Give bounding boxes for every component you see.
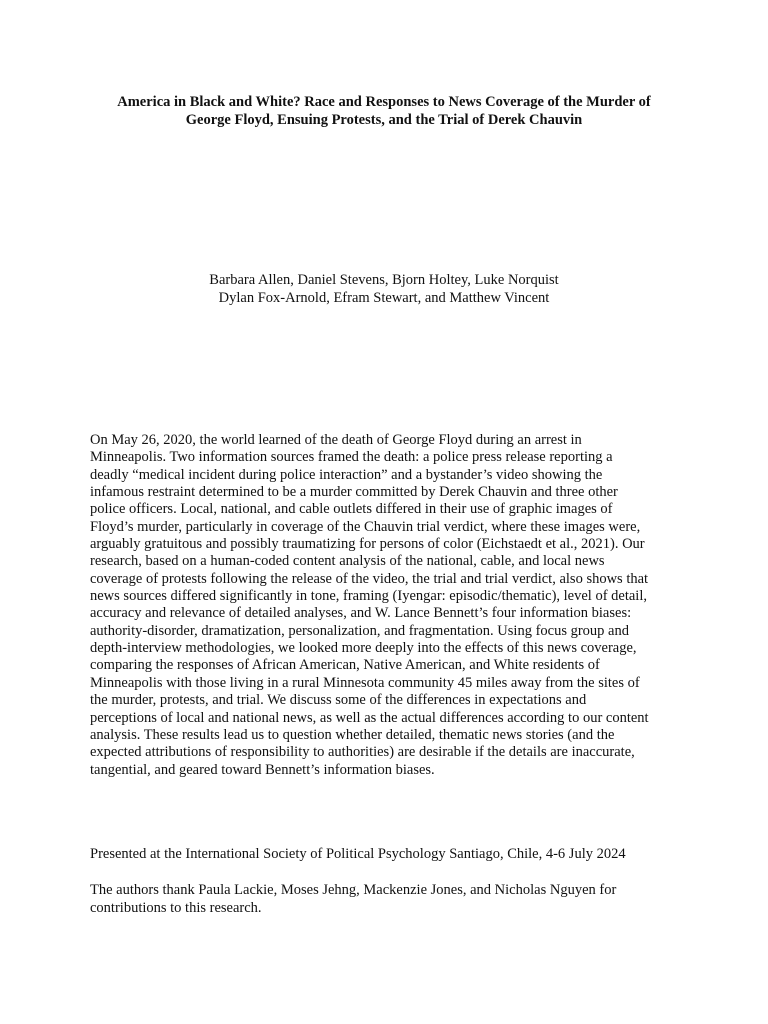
abstract-line: news sources differed significantly in tone, framing (Iyengar: episodic/thematic), level of detail, <box>90 588 647 605</box>
abstract-line: tangential, and geared toward Bennett’s information biases. <box>90 761 435 778</box>
abstract-line: authority-disorder, dramatization, personalization, and fragmentation. Using focus group and <box>90 622 629 639</box>
abstract-line: the murder, protests, and trial. We discuss some of the differences in expectations and <box>90 692 587 709</box>
title-line: George Floyd, Ensuing Protests, and the Trial of Derek Chauvin <box>185 112 583 128</box>
abstract-line: Minneapolis. Two information sources framed the death: a police press release reporting a <box>90 449 613 466</box>
abstract-line: arguably gratuitous and possibly traumatizing for persons of color (Eichstaedt et al., 2021). Our <box>90 536 645 553</box>
abstract-line: Minneapolis with those living in a rural Minnesota community 45 miles away from the sites of <box>90 674 640 691</box>
abstract-line: coverage of protests following the release of the video, the trial and trial verdict, also shows that <box>90 570 649 587</box>
abstract-line: Floyd’s murder, particularly in coverage of the Chauvin trial verdict, where these images were, <box>90 518 641 535</box>
abstract-line: police officers. Local, national, and cable outlets differed in their use of graphic images of <box>90 501 613 518</box>
paper-title <box>84 93 684 129</box>
abstract-line: accuracy and relevance of detailed analyses, and W. Lance Bennett’s four information biases: <box>90 605 632 622</box>
abstract-line: deadly “medical incident during police interaction” and a bystander’s video showing the <box>90 466 603 483</box>
acknowledgements <box>90 881 616 917</box>
abstract-line: perceptions of local and national news, as well as the actual differences according to our content <box>90 709 649 726</box>
title-line: America in Black and White? Race and Responses to News Coverage of the Murder of <box>117 94 651 110</box>
conference-note: Presented at the International Society of Political Psychology Santiago, Chile, 4-6 July 2024 <box>90 846 626 862</box>
abstract-line: infamous restraint determined to be a murder committed by Derek Chauvin and three other <box>90 484 618 501</box>
authors-line: Barbara Allen, Daniel Stevens, Bjorn Holtey, Luke Norquist <box>209 272 559 288</box>
abstract-line: expected attributions of responsibility to authorities) are desirable if the details are inaccurate, <box>90 744 635 761</box>
abstract-line: analysis. These results lead us to question whether detailed, thematic news stories (and the <box>90 726 615 743</box>
author-list <box>84 271 684 307</box>
abstract <box>90 432 680 779</box>
acknowledgements-line: contributions to this research. <box>90 900 262 916</box>
authors-line: Dylan Fox-Arnold, Efram Stewart, and Matthew Vincent <box>218 290 550 306</box>
abstract-line: research, based on a human-coded content analysis of the national, cable, and local news <box>90 553 605 570</box>
abstract-line: On May 26, 2020, the world learned of the death of George Floyd during an arrest in <box>90 432 582 448</box>
abstract-line: comparing the responses of African American, Native American, and White residents of <box>90 657 600 674</box>
acknowledgements-line: The authors thank Paula Lackie, Moses Jehng, Mackenzie Jones, and Nicholas Nguyen for <box>90 882 617 898</box>
abstract-line: depth-interview methodologies, we looked more deeply into the effects of this news coverage, <box>90 640 637 657</box>
